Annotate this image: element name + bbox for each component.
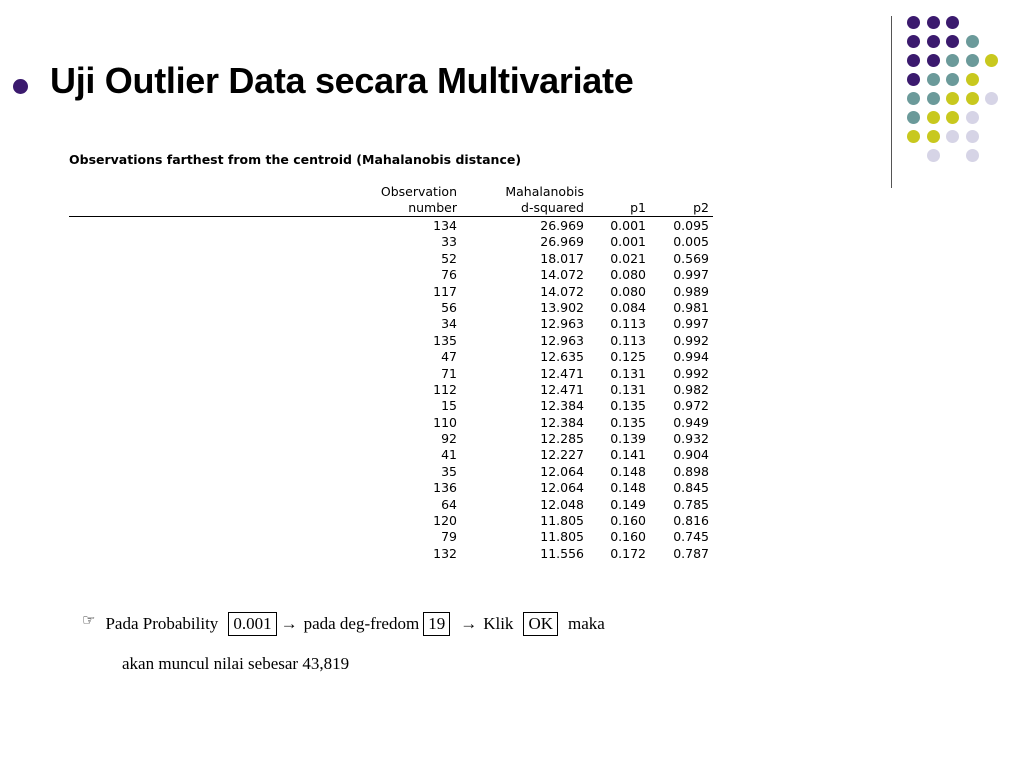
cell-observation: 79 xyxy=(441,529,457,545)
cell-mahalanobis: 12.963 xyxy=(540,316,584,332)
cell-p2: 0.972 xyxy=(673,398,709,414)
decor-dot xyxy=(907,16,920,29)
note-mid: pada deg-fredom xyxy=(303,614,420,633)
cell-p1: 0.135 xyxy=(610,398,646,414)
cell-observation: 15 xyxy=(441,398,457,414)
cell-p2: 0.992 xyxy=(673,332,709,348)
decor-dot xyxy=(966,54,979,67)
header-mahalanobis: Mahalanobis xyxy=(505,184,584,199)
note-prefix: Pada Probability xyxy=(105,614,219,633)
cell-mahalanobis: 12.635 xyxy=(540,349,584,365)
cell-observation: 34 xyxy=(441,316,457,332)
table-row xyxy=(69,300,713,316)
decor-dot xyxy=(907,73,920,86)
cell-observation: 64 xyxy=(441,496,457,512)
cell-mahalanobis: 14.072 xyxy=(540,283,584,299)
cell-p2: 0.816 xyxy=(673,513,709,529)
cell-p1: 0.141 xyxy=(610,447,646,463)
cell-observation: 136 xyxy=(433,480,457,496)
cell-p2: 0.949 xyxy=(673,414,709,430)
decor-dot xyxy=(966,92,979,105)
table-row xyxy=(69,464,713,480)
cell-observation: 112 xyxy=(433,381,457,397)
cell-mahalanobis: 12.471 xyxy=(540,365,584,381)
cell-p2: 0.904 xyxy=(673,447,709,463)
cell-mahalanobis: 26.969 xyxy=(540,218,584,233)
cell-mahalanobis: 12.471 xyxy=(540,381,584,397)
note-end: maka xyxy=(568,614,605,633)
cell-p1: 0.080 xyxy=(610,267,646,283)
cell-mahalanobis: 11.556 xyxy=(540,545,584,561)
cell-mahalanobis: 12.384 xyxy=(540,414,584,430)
arrow-icon: → xyxy=(280,614,298,633)
cell-p1: 0.149 xyxy=(610,496,646,512)
decor-dot xyxy=(946,35,959,48)
decor-dot xyxy=(946,130,959,143)
decor-dot xyxy=(907,130,920,143)
cell-p2: 0.982 xyxy=(673,381,709,397)
decor-dot xyxy=(907,92,920,105)
table-row xyxy=(69,546,713,562)
header-number: number xyxy=(408,200,457,215)
table-row xyxy=(69,349,713,365)
cell-mahalanobis: 12.285 xyxy=(540,431,584,447)
cell-observation: 41 xyxy=(441,447,457,463)
table-row xyxy=(69,218,713,234)
table-row xyxy=(69,497,713,513)
cell-mahalanobis: 12.227 xyxy=(540,447,584,463)
table-row xyxy=(69,316,713,332)
cell-p2: 0.845 xyxy=(673,480,709,496)
header-rule xyxy=(69,216,713,217)
cell-p1: 0.135 xyxy=(610,414,646,430)
table-row xyxy=(69,366,713,382)
decor-dot xyxy=(907,35,920,48)
cell-p2: 0.981 xyxy=(673,299,709,315)
cell-mahalanobis: 14.072 xyxy=(540,267,584,283)
cell-p2: 0.994 xyxy=(673,349,709,365)
table-row xyxy=(69,382,713,398)
cell-observation: 92 xyxy=(441,431,457,447)
cell-mahalanobis: 18.017 xyxy=(540,250,584,266)
decor-dot xyxy=(985,92,998,105)
title-bullet xyxy=(13,79,28,94)
decor-dot xyxy=(907,54,920,67)
decor-dot xyxy=(946,92,959,105)
probability-value-box: 0.001 xyxy=(228,612,276,636)
table-row xyxy=(69,447,713,463)
cell-observation: 56 xyxy=(441,299,457,315)
table-row xyxy=(69,267,713,283)
cell-observation: 76 xyxy=(441,267,457,283)
cell-p1: 0.160 xyxy=(610,529,646,545)
decor-dot xyxy=(946,16,959,29)
cell-p1: 0.001 xyxy=(610,218,646,233)
cell-p1: 0.113 xyxy=(610,332,646,348)
table-row xyxy=(69,529,713,545)
decor-dot xyxy=(985,54,998,67)
header-d-squared: d-squared xyxy=(521,200,584,215)
table-row xyxy=(69,234,713,250)
cell-p2: 0.745 xyxy=(673,529,709,545)
cell-mahalanobis: 11.805 xyxy=(540,513,584,529)
header-p2: p2 xyxy=(693,200,709,215)
cell-p2: 0.787 xyxy=(673,545,709,561)
instruction-line-2: akan muncul nilai sebesar 43,819 xyxy=(122,654,350,673)
decor-dot xyxy=(946,73,959,86)
cell-p2: 0.997 xyxy=(673,316,709,332)
df-value-box: 19 xyxy=(423,612,450,636)
decor-dot xyxy=(927,54,940,67)
cell-p1: 0.113 xyxy=(610,316,646,332)
cell-p2: 0.932 xyxy=(673,431,709,447)
pointing-hand-icon: ☞ xyxy=(82,612,96,629)
cell-observation: 33 xyxy=(441,234,457,250)
table-row xyxy=(69,284,713,300)
cell-p1: 0.139 xyxy=(610,431,646,447)
cell-observation: 135 xyxy=(433,332,457,348)
table-row xyxy=(69,251,713,267)
cell-p2: 0.569 xyxy=(673,250,709,266)
cell-mahalanobis: 13.902 xyxy=(540,299,584,315)
cell-p1: 0.160 xyxy=(610,513,646,529)
cell-observation: 47 xyxy=(441,349,457,365)
cell-observation: 132 xyxy=(433,545,457,561)
decor-dot xyxy=(927,130,940,143)
table-caption: Observations farthest from the centroid (Mahalanobis distance) xyxy=(69,152,522,167)
cell-observation: 117 xyxy=(433,283,457,299)
cell-p2: 0.992 xyxy=(673,365,709,381)
cell-p2: 0.005 xyxy=(673,234,709,250)
cell-p1: 0.001 xyxy=(610,234,646,250)
decor-dot xyxy=(946,111,959,124)
cell-p1: 0.148 xyxy=(610,463,646,479)
decor-dot xyxy=(966,111,979,124)
table-row xyxy=(69,333,713,349)
cell-observation: 71 xyxy=(441,365,457,381)
decor-dot xyxy=(966,149,979,162)
decor-dot xyxy=(927,149,940,162)
cell-p1: 0.148 xyxy=(610,480,646,496)
cell-p1: 0.080 xyxy=(610,283,646,299)
decorative-dot-grid xyxy=(905,12,1015,172)
cell-p1: 0.021 xyxy=(610,250,646,266)
cell-p1: 0.131 xyxy=(610,381,646,397)
cell-mahalanobis: 12.384 xyxy=(540,398,584,414)
cell-mahalanobis: 12.064 xyxy=(540,463,584,479)
cell-observation: 35 xyxy=(441,463,457,479)
page-title: Uji Outlier Data secara Multivariate xyxy=(50,60,634,101)
decor-dot xyxy=(966,35,979,48)
decor-dot xyxy=(907,111,920,124)
note-klik: Klik xyxy=(483,614,514,633)
decor-dot xyxy=(966,130,979,143)
arrow-icon-2: → xyxy=(460,614,478,633)
cell-p2: 0.095 xyxy=(673,218,709,233)
decor-dot xyxy=(927,35,940,48)
cell-p2: 0.898 xyxy=(673,463,709,479)
decor-dot xyxy=(927,92,940,105)
cell-p2: 0.997 xyxy=(673,267,709,283)
cell-mahalanobis: 26.969 xyxy=(540,234,584,250)
cell-p1: 0.084 xyxy=(610,299,646,315)
cell-observation: 110 xyxy=(433,414,457,430)
cell-p1: 0.172 xyxy=(610,545,646,561)
table-row xyxy=(69,480,713,496)
cell-p2: 0.785 xyxy=(673,496,709,512)
cell-p1: 0.125 xyxy=(610,349,646,365)
cell-observation: 52 xyxy=(441,250,457,266)
decor-dot xyxy=(927,16,940,29)
table-row xyxy=(69,431,713,447)
decor-dot xyxy=(946,54,959,67)
decor-dot xyxy=(927,111,940,124)
cell-p2: 0.989 xyxy=(673,283,709,299)
cell-p1: 0.131 xyxy=(610,365,646,381)
table-row xyxy=(69,513,713,529)
cell-mahalanobis: 12.048 xyxy=(540,496,584,512)
vertical-divider xyxy=(891,16,892,188)
decor-dot xyxy=(966,73,979,86)
cell-mahalanobis: 12.963 xyxy=(540,332,584,348)
table-body xyxy=(69,218,713,562)
table-row xyxy=(69,415,713,431)
cell-mahalanobis: 11.805 xyxy=(540,529,584,545)
table-header xyxy=(69,184,713,216)
header-p1: p1 xyxy=(630,200,646,215)
header-observation: Observation xyxy=(380,184,457,199)
cell-observation: 120 xyxy=(433,513,457,529)
cell-mahalanobis: 12.064 xyxy=(540,480,584,496)
decor-dot xyxy=(927,73,940,86)
table-row xyxy=(69,398,713,414)
instruction-line xyxy=(82,612,605,636)
ok-box: OK xyxy=(523,612,558,636)
cell-observation: 134 xyxy=(433,218,457,233)
